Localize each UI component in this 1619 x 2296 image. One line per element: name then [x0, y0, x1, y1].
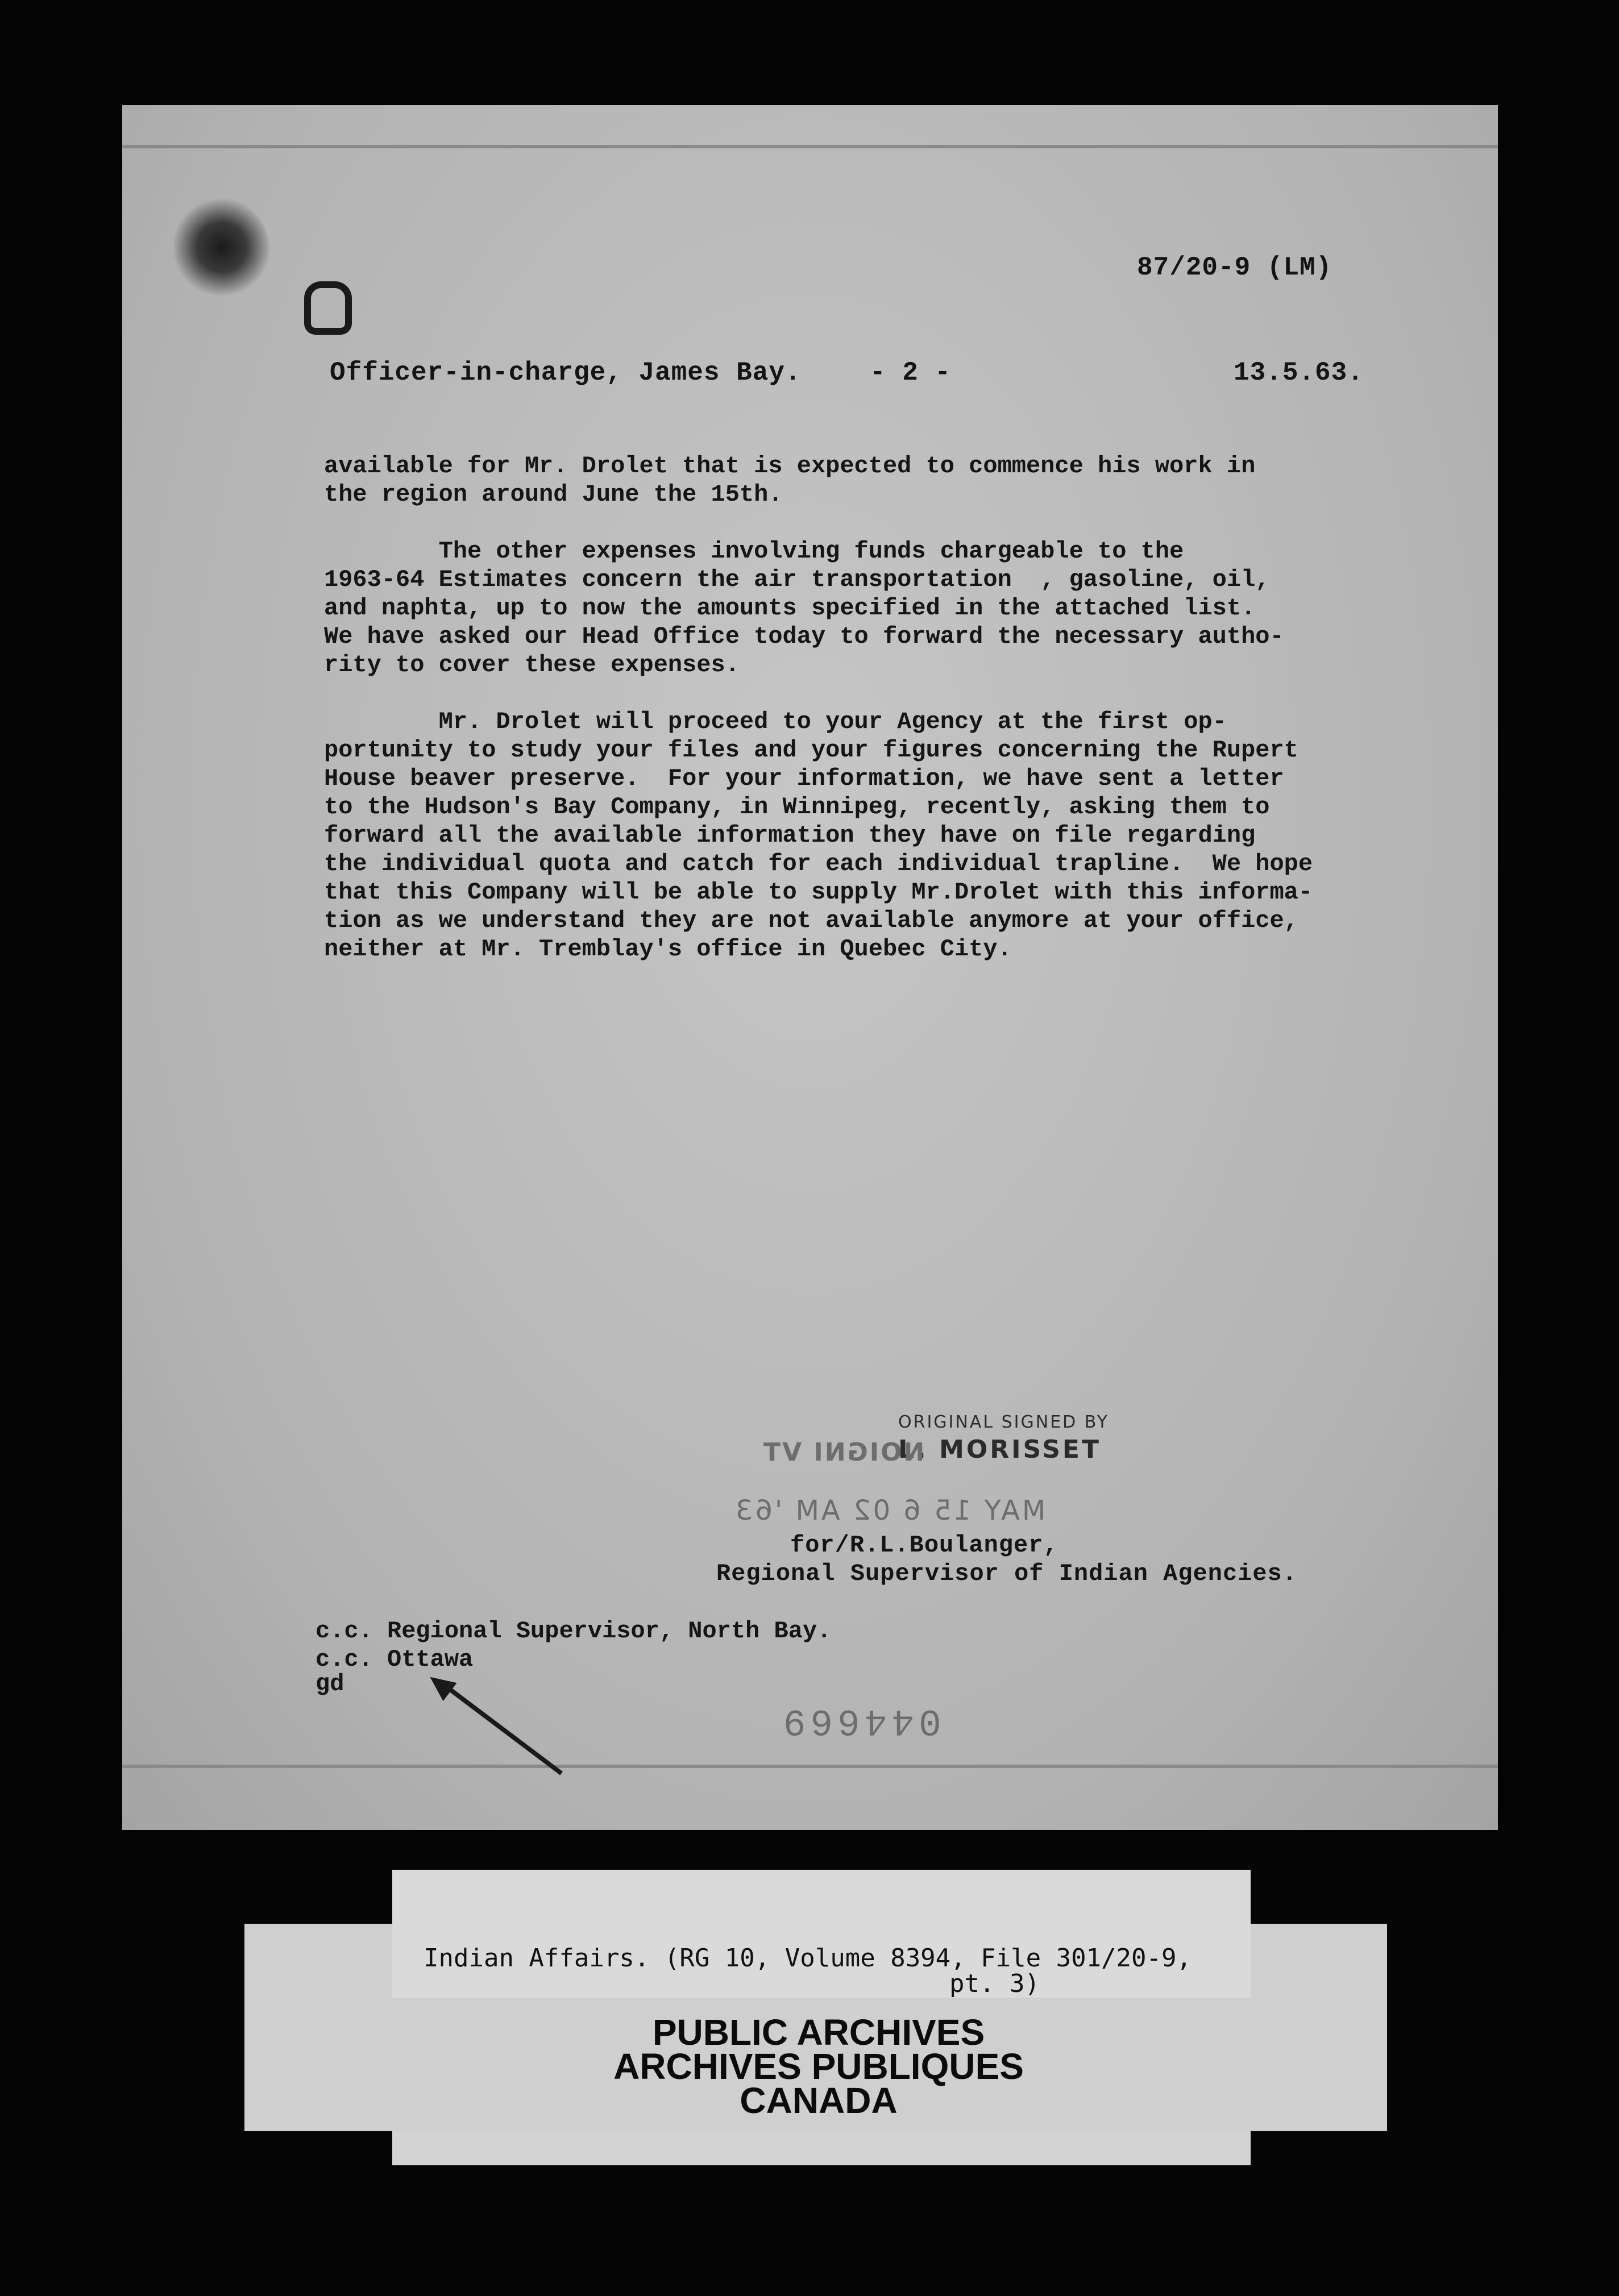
paragraph-line: rity to cover these expenses.	[324, 651, 740, 679]
cc-block	[316, 1617, 832, 1698]
paragraph-line: and naphta, up to now the amounts specified in the attached list.	[324, 594, 1256, 622]
signature-title-line: Regional Supervisor of Indian Agencies.	[716, 1560, 1297, 1587]
original-signed-by-stamp: ORIGINAL SIGNED BY	[898, 1412, 1110, 1432]
paragraph-line: Mr. Drolet will proceed to your Agency at the first op-	[324, 708, 1227, 735]
mirrored-date-stamp: MAY 15 6 02 AM '63	[733, 1495, 1046, 1526]
serial-number-stamp: 044669	[779, 1699, 941, 1742]
damage-spot	[173, 196, 270, 298]
paperclip-mark	[304, 281, 352, 335]
paragraph-line: the individual quota and catch for each individual trapline. We hope	[324, 850, 1313, 877]
mirrored-stamp-text: NOIGNI VT	[762, 1438, 925, 1467]
paragraph-line: to the Hudson's Bay Company, in Winnipeg, recently, asking them to	[324, 793, 1270, 821]
fold-line-top	[122, 145, 1498, 148]
archive-title-fr: ARCHIVES PUBLIQUES	[613, 2046, 1024, 2087]
paragraph-1	[324, 452, 1255, 509]
signature-for-line: for/R.L.Boulanger,	[790, 1532, 1058, 1559]
paragraph-line: The other expenses involving funds chargeable to the	[324, 538, 1184, 565]
paragraph-line: 1963-64 Estimates concern the air transportation , gasoline, oil,	[324, 566, 1270, 593]
file-reference: 87/20-9 (LM)	[1137, 253, 1332, 282]
letter-date: 13.5.63.	[1234, 358, 1364, 388]
paragraph-line: We have asked our Head Office today to forward the necessary autho-	[324, 623, 1284, 650]
archive-reference-strip	[392, 1870, 1251, 1998]
archive-bottom-strip	[392, 2131, 1251, 2165]
fold-line-bottom	[122, 1765, 1498, 1768]
cc-line: c.c. Ottawa	[316, 1646, 474, 1673]
cc-line: c.c. Regional Supervisor, North Bay.	[316, 1617, 832, 1645]
paragraph-line: available for Mr. Drolet that is expected to commence his work in	[324, 452, 1256, 480]
paragraph-line: portunity to study your files and your figures concerning the Rupert	[324, 737, 1298, 764]
addressee-line: Officer-in-charge, James Bay.	[330, 358, 802, 388]
page-number: - 2 -	[870, 358, 952, 388]
archive-reference-line-1: Indian Affairs. (RG 10, Volume 8394, File 301/20-9,	[424, 1944, 1192, 1973]
archive-title-country: CANADA	[740, 2080, 898, 2121]
archive-title-en: PUBLIC ARCHIVES	[652, 2012, 985, 2053]
signer-stamp: L. MORISSET	[898, 1435, 1101, 1464]
paragraph-3	[324, 708, 1313, 963]
paragraph-2	[324, 537, 1284, 679]
archive-reference-line-2: pt. 3)	[949, 1969, 1040, 1998]
paragraph-line: tion as we understand they are not available anymore at your office,	[324, 907, 1298, 934]
paragraph-line: House beaver preserve. For your information, we have sent a letter	[324, 765, 1284, 792]
cc-line: gd	[316, 1670, 344, 1698]
paragraph-line: the region around June the 15th.	[324, 481, 783, 508]
paragraph-line: forward all the available information they have on file regarding	[324, 822, 1256, 849]
paragraph-line: neither at Mr. Tremblay's office in Quebec City.	[324, 935, 1012, 963]
paragraph-line: that this Company will be able to supply Mr.Drolet with this informa-	[324, 879, 1313, 906]
